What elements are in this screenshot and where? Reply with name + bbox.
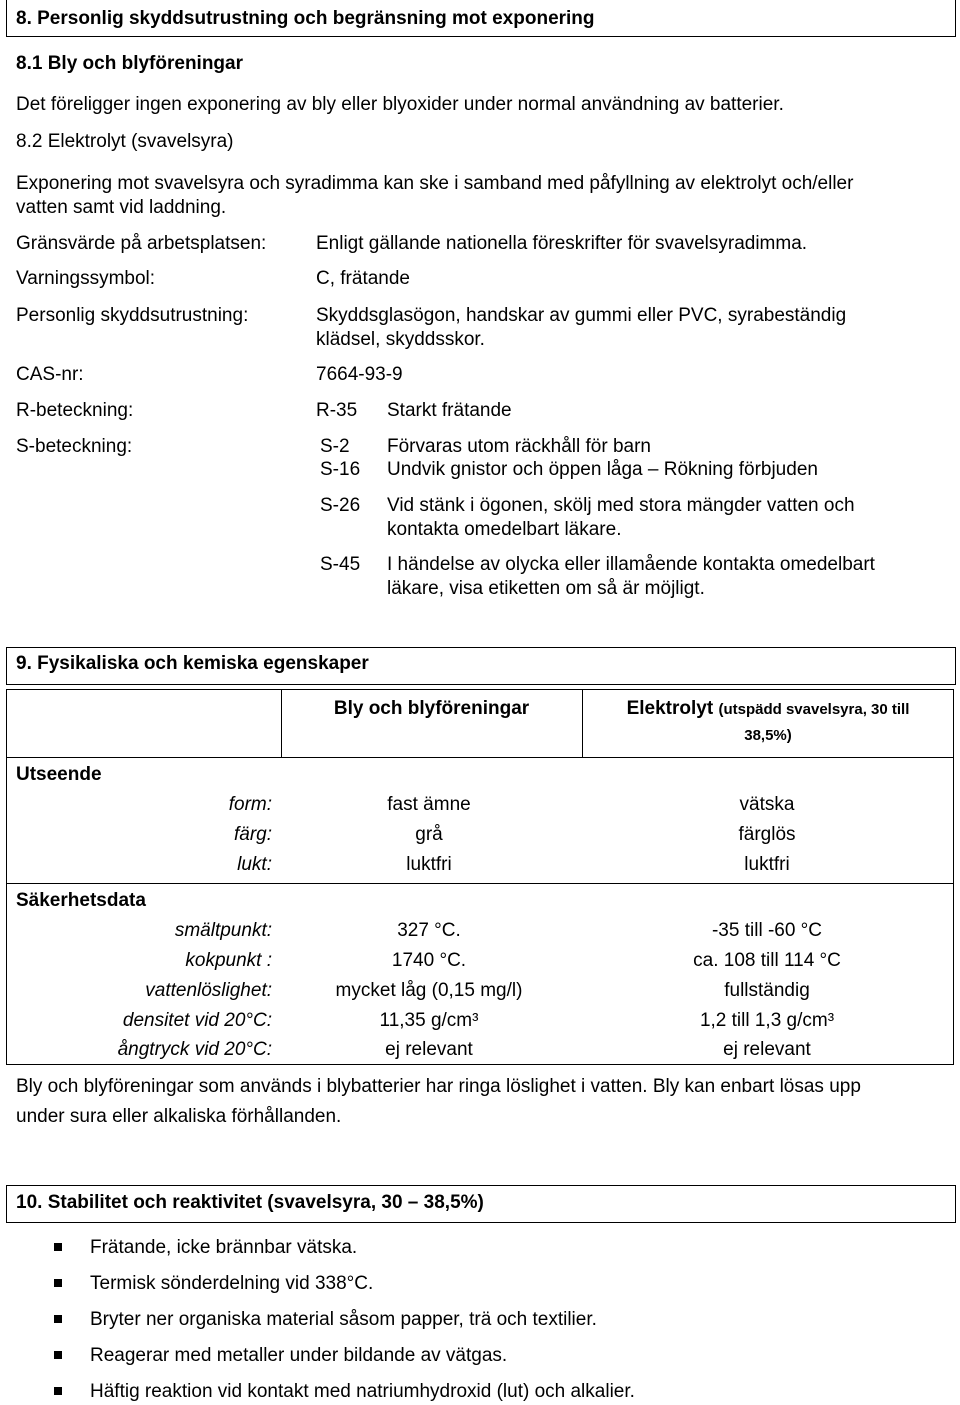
s-text-line2: läkare, visa etiketten om så är möjligt.	[387, 578, 705, 599]
col-header-bly: Bly och blyföreningar	[333, 698, 530, 719]
col-header-electrolyte	[582, 698, 954, 721]
row-label: densitet vid 20°C:	[122, 1010, 272, 1031]
row-bly-value: grå	[415, 824, 443, 845]
warning-symbol-value: C, frätande	[316, 268, 410, 289]
cas-label: CAS-nr:	[16, 364, 84, 385]
section-8-2-text-line1: Exponering mot svavelsyra och syradimma kan ske i samband med påfyllning av elektrolyt och/eller	[16, 173, 854, 194]
row-bly-value: fast ämne	[387, 794, 471, 815]
ppe-value-line2: klädsel, skyddsskor.	[316, 329, 485, 350]
section-8-2-title: 8.2 Elektrolyt (svavelsyra)	[16, 131, 234, 152]
section-9-note-line1: Bly och blyföreningar som används i blybatterier har ringa löslighet i vatten. Bly kan enbart lösas upp	[16, 1076, 861, 1097]
bullet-icon	[54, 1387, 62, 1395]
row-electrolyte-value: ej relevant	[723, 1039, 811, 1060]
row-electrolyte-value: luktfri	[744, 854, 790, 875]
col-header-electrolyte-main: Elektrolyt	[626, 698, 714, 719]
ppe-value-line1: Skyddsglasögon, handskar av gummi eller PVC, syrabeständig	[316, 305, 847, 326]
group-appearance: Utseende	[16, 764, 102, 785]
s-code: S-26	[320, 495, 361, 516]
bullet-item: Reagerar med metaller under bildande av vätgas.	[90, 1345, 508, 1366]
row-label: form:	[228, 794, 272, 815]
group-safety-data: Säkerhetsdata	[16, 890, 146, 911]
row-label: lukt:	[237, 854, 272, 875]
section-8-1-text: Det föreligger ingen exponering av bly eller blyoxider under normal användning av batterier.	[16, 94, 784, 115]
bullet-item: Häftig reaktion vid kontakt med natriumhydroxid (lut) och alkalier.	[90, 1381, 635, 1402]
bullet-item: Bryter ner organiska material såsom papper, trä och textilier.	[90, 1309, 597, 1330]
limit-label: Gränsvärde på arbetsplatsen:	[16, 233, 267, 254]
cas-value: 7664-93-9	[316, 364, 403, 385]
s-text: Förvaras utom räckhåll för barn	[387, 436, 651, 457]
section-8-1-title: 8.1 Bly och blyföreningar	[16, 53, 243, 74]
section-9-heading: 9. Fysikaliska och kemiska egenskaper	[16, 653, 369, 674]
s-code: S-45	[320, 554, 361, 575]
bullet-icon	[54, 1351, 62, 1359]
row-electrolyte-value: ca. 108 till 114 °C	[693, 950, 841, 971]
s-label: S-beteckning:	[16, 436, 133, 457]
row-label: kokpunkt :	[185, 950, 272, 971]
bullet-icon	[54, 1315, 62, 1323]
s-text: Vid stänk i ögonen, skölj med stora mängder vatten och	[387, 495, 855, 516]
table-header-divider	[6, 757, 954, 758]
section-8-2-text-line2: vatten samt vid laddning.	[16, 197, 227, 218]
ppe-label: Personlig skyddsutrustning:	[16, 305, 249, 326]
bullet-item: Termisk sönderdelning vid 338°C.	[90, 1273, 374, 1294]
r-code: R-35	[316, 400, 358, 421]
r-text: Starkt frätande	[387, 400, 512, 421]
row-bly-value: luktfri	[406, 854, 452, 875]
col-header-electrolyte-sub: (utspädd svavelsyra, 30 till	[718, 701, 910, 718]
warning-symbol-label: Varningssymbol:	[16, 268, 156, 289]
bullet-icon	[54, 1279, 62, 1287]
section-9-note-line2: under sura eller alkaliska förhållanden.	[16, 1106, 342, 1127]
bullet-item: Frätande, icke brännbar vätska.	[90, 1237, 358, 1258]
section-10-heading: 10. Stabilitet och reaktivitet (svavelsyra, 30 – 38,5%)	[16, 1192, 484, 1213]
row-label: vattenlöslighet:	[145, 980, 272, 1001]
row-bly-value: mycket låg (0,15 mg/l)	[335, 980, 523, 1001]
col-header-electrolyte-sub2: 38,5%)	[744, 727, 792, 744]
row-label: ångtryck vid 20°C:	[117, 1039, 272, 1060]
row-label: smältpunkt:	[174, 920, 272, 941]
s-code: S-16	[320, 459, 361, 480]
section-8-heading: 8. Personlig skyddsutrustning och begränsning mot exponering	[16, 8, 595, 29]
r-label: R-beteckning:	[16, 400, 134, 421]
row-bly-value: 1740 °C.	[391, 950, 467, 971]
row-electrolyte-value: 1,2 till 1,3 g/cm³	[699, 1010, 835, 1031]
row-electrolyte-value: fullständig	[724, 980, 810, 1001]
bullet-icon	[54, 1243, 62, 1251]
table-group-divider	[6, 883, 954, 884]
s-text: I händelse av olycka eller illamående kontakta omedelbart	[387, 554, 875, 575]
s-text-line2: kontakta omedelbart läkare.	[387, 519, 622, 540]
s-text: Undvik gnistor och öppen låga – Rökning förbjuden	[387, 459, 818, 480]
row-electrolyte-value: -35 till -60 °C	[711, 920, 823, 941]
s-code: S-2	[320, 436, 350, 457]
limit-value: Enligt gällande nationella föreskrifter för svavelsyradimma.	[316, 233, 808, 254]
row-electrolyte-value: vätska	[739, 794, 795, 815]
row-bly-value: ej relevant	[385, 1039, 473, 1060]
row-bly-value: 327 °C.	[397, 920, 461, 941]
row-bly-value: 11,35 g/cm³	[379, 1010, 479, 1031]
row-label: färg:	[233, 824, 272, 845]
row-electrolyte-value: färglös	[738, 824, 796, 845]
